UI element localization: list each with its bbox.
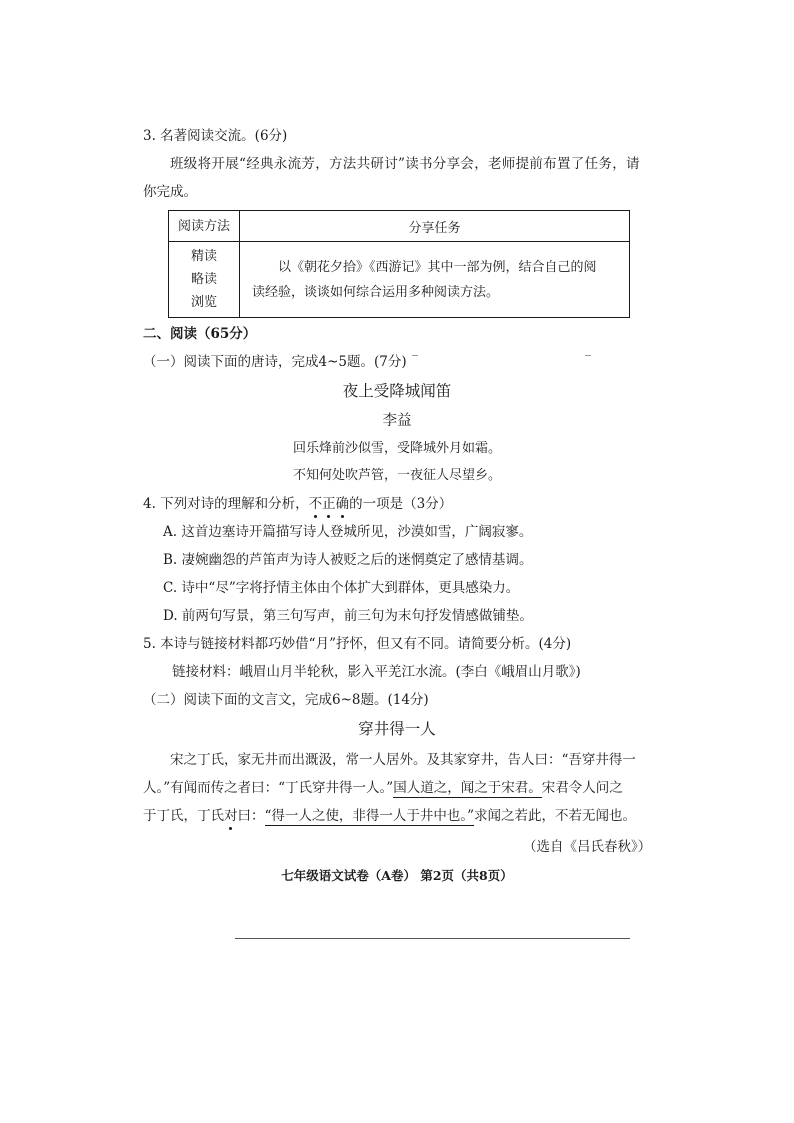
question-5-stem: 5. 本诗与链接材料都巧妙借“月”抒怀，但又有不同。请简要分析。(4分) (143, 636, 572, 652)
part-2-title: （二）阅读下面的文言文，完成6~8题。(14分) (143, 692, 429, 708)
reading-task-table (168, 210, 630, 318)
question-4-stem (143, 492, 452, 512)
stem-text: 4. 下列对诗的理解和分析， (143, 496, 309, 512)
text-span: 曰： (237, 808, 265, 824)
scan-edge-line (235, 938, 630, 939)
task-line: 以《朝花夕拾》《西游记》其中一部为例，结合自己的阅 (278, 259, 597, 275)
text-span: 人。”有闻而传之者曰：“丁氏穿井得一人。” (143, 780, 394, 796)
method-item: 浏览 (190, 295, 217, 310)
scan-speck (585, 355, 591, 356)
task-line: 读经验，谈谈如何综合运用多种阅读方法。 (252, 284, 500, 300)
emphasis-char: 正 (322, 496, 336, 512)
table-header-method: 阅读方法 (169, 211, 240, 242)
emphasis-char: 确 (335, 496, 350, 512)
underlined-sentence: 国人道之，闻之于宋君。 (393, 780, 542, 796)
option-b: B. 凄婉幽怨的芦笛声为诗人被贬之后的迷惘奠定了感情基调。 (163, 552, 533, 568)
scan-speck (412, 355, 418, 356)
text-source: （选自《吕氏春秋》） (523, 839, 652, 855)
poem-author: 李益 (382, 413, 412, 429)
text-span: 求闻之若此，不若无闻也。 (474, 808, 637, 824)
option-c: C. 诗中“尽”字将抒情主体由个体扩大到群体，更具感染力。 (163, 580, 520, 596)
linked-material: 链接材料：峨眉山月半轮秋，影入平羌江水流。(李白《峨眉山月歌》) (172, 664, 581, 680)
option-a: A. 这首边塞诗开篇描写诗人登城所见，沙漠如雪，广阔寂寥。 (163, 524, 533, 540)
text-span: 宋君令人问之 (541, 780, 623, 796)
emphasis-char: 对 (224, 808, 238, 824)
table-header-task: 分享任务 (240, 211, 630, 242)
text-span: 于丁氏，丁氏 (143, 808, 224, 824)
underlined-sentence: “得一人之使，非得一人于井中也。” (264, 808, 475, 824)
poem-title: 夜上受降城闻笛 (342, 382, 452, 400)
question-3-intro: 班级将开展“经典永流芳，方法共研讨”读书分享会，老师提前布置了任务，请 (170, 156, 640, 172)
emphasis-char: 不 (308, 496, 323, 512)
page-footer: 七年级语文试卷（A卷） 第2页（共8页） (281, 868, 513, 883)
stem-text: 的一项是（3分） (349, 496, 453, 512)
option-d: D. 前两句写景，第三句写声，前三句为末句抒发情感做铺垫。 (163, 608, 533, 624)
part-1-title: （一）阅读下面的唐诗，完成4~5题。(7分) (143, 354, 407, 370)
poem-line: 回乐烽前沙似雪，受降城外月如霜。 (292, 441, 501, 456)
classical-text-title: 穿井得一人 (358, 720, 436, 738)
poem-line: 不知何处吹芦管，一夜征人尽望乡。 (292, 468, 501, 483)
method-item: 略读 (190, 272, 217, 287)
question-3-intro-cont: 你完成。 (143, 184, 197, 200)
task-cell (240, 242, 630, 318)
classical-text-line: 宋之丁氏，家无井而出溉汲，常一人居外。及其家穿井，告人曰：“吾穿井得一 (170, 752, 636, 768)
question-3-title: 3. 名著阅读交流。(6分) (143, 128, 288, 144)
method-item: 精读 (190, 249, 217, 264)
reading-methods-cell (169, 242, 240, 318)
classical-text-line (143, 776, 623, 796)
section-2-title: 二、阅读（65分） (143, 326, 257, 342)
classical-text-line (143, 804, 636, 824)
